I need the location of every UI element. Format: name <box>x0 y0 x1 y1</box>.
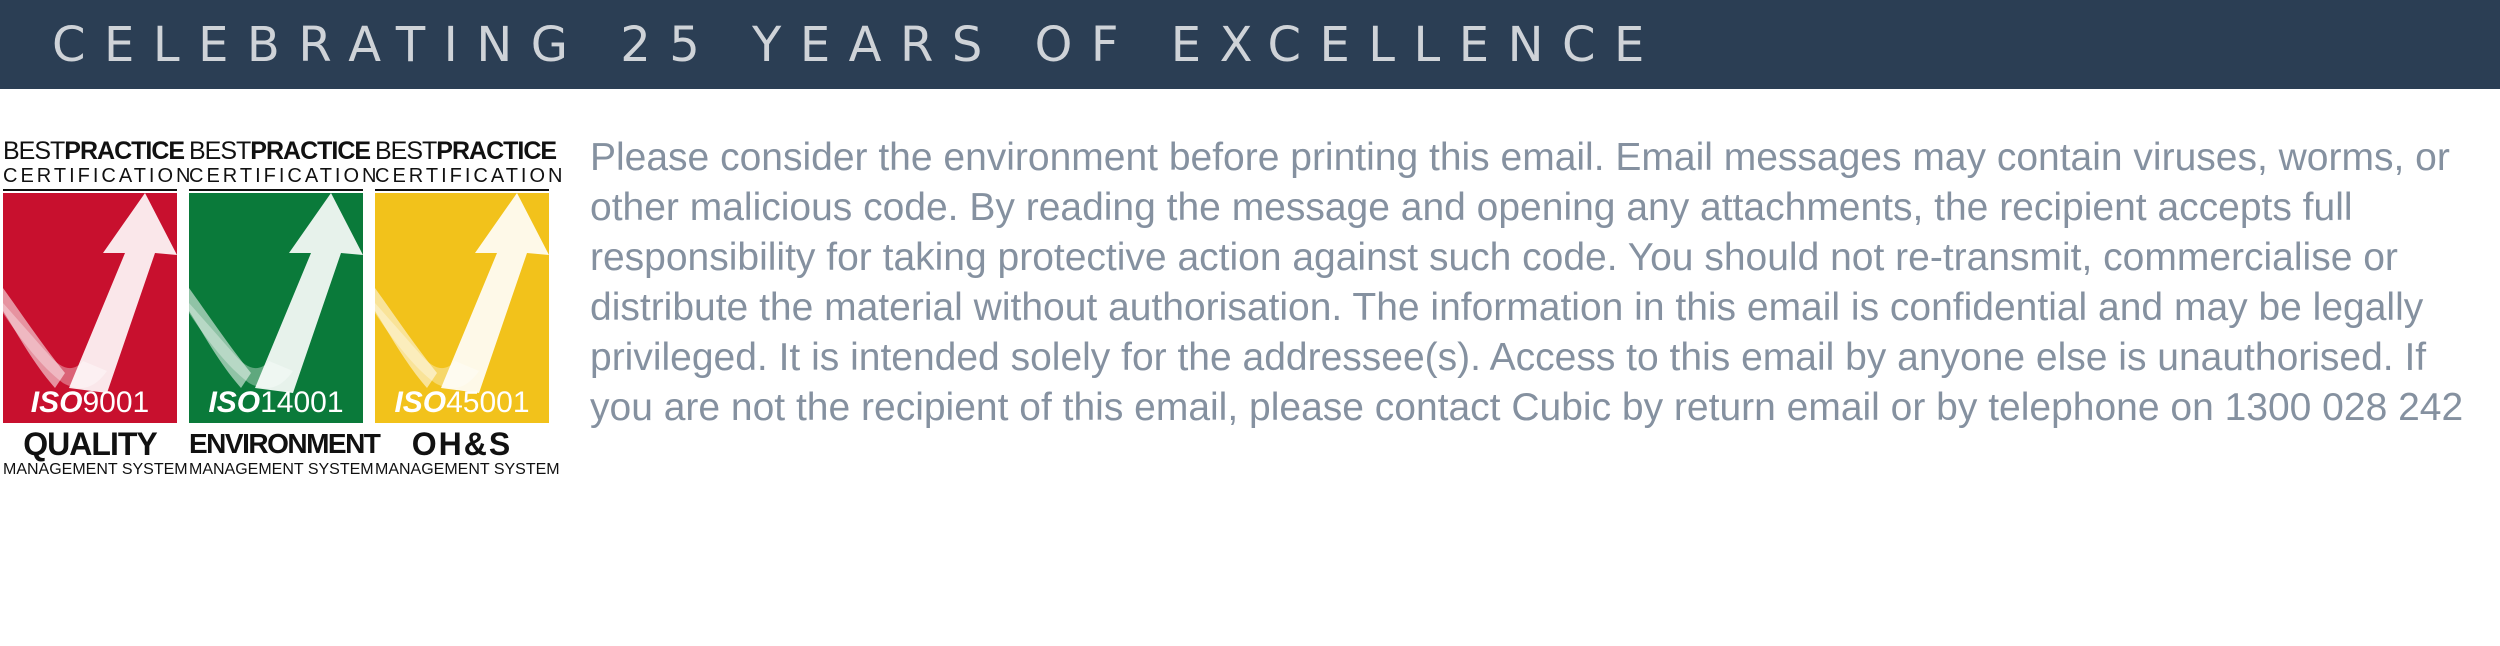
iso-number: 14001 <box>260 386 344 419</box>
badge-emblem <box>3 193 177 423</box>
badge-certification: CERTIFICATION <box>3 165 177 191</box>
iso-standard <box>3 387 177 419</box>
brand-bold-text: PRACTICE <box>436 137 557 165</box>
badge-emblem <box>189 193 363 423</box>
badge-brand <box>189 137 371 165</box>
iso-word: ISO <box>394 386 447 419</box>
iso-word: ISO <box>208 386 261 419</box>
badge-certification: CERTIFICATION <box>189 165 363 191</box>
iso-standard <box>189 387 363 419</box>
brand-light-text: BEST <box>189 137 251 165</box>
brand-light-text: BEST <box>3 137 65 165</box>
badge-subtitle: MANAGEMENT SYSTEM <box>189 461 374 478</box>
certification-badge-ohs <box>375 137 566 479</box>
badge-name: OH&S <box>411 426 513 462</box>
badge-brand <box>3 137 185 165</box>
brand-bold-text: PRACTICE <box>64 137 185 165</box>
badge-subtitle: MANAGEMENT SYSTEM <box>3 461 188 478</box>
email-disclaimer: Please consider the environment before printing this email. Email messages may contain viruses, worms, or other malicious code. By reading the message and opening any attachments, the recipient accepts full responsibility for taking protective action against such code. You should not re-transmit, commercialise or distribute the material without authorisation. The information in this email is confidential and may be legally privileged. It is intended solely for the addressee(s). Access to this email by anyone else is unauthorised. If you are not the recipient of this email, please contact Cubic by return email or by telephone on 1300 028 242 <box>590 136 2464 429</box>
brand-light-text: BEST <box>375 137 437 165</box>
banner-title: CELEBRATING 25 YEARS OF EXCELLENCE <box>52 16 1663 73</box>
badge-name: ENVIRONMENT <box>189 428 380 459</box>
celebration-banner <box>0 0 2500 89</box>
brand-bold-text: PRACTICE <box>250 137 371 165</box>
badge-certification: CERTIFICATION <box>375 165 549 191</box>
badge-name: QUALITY <box>23 426 157 462</box>
iso-word: ISO <box>30 386 83 419</box>
badge-brand <box>375 137 557 165</box>
certification-badges <box>3 137 566 479</box>
iso-standard <box>375 387 549 419</box>
badge-subtitle: MANAGEMENT SYSTEM <box>375 461 560 478</box>
badge-emblem <box>375 193 549 423</box>
certification-badge-quality <box>3 137 194 479</box>
certification-badge-environment <box>189 137 380 479</box>
iso-number: 45001 <box>446 386 530 419</box>
iso-number: 9001 <box>82 386 150 419</box>
